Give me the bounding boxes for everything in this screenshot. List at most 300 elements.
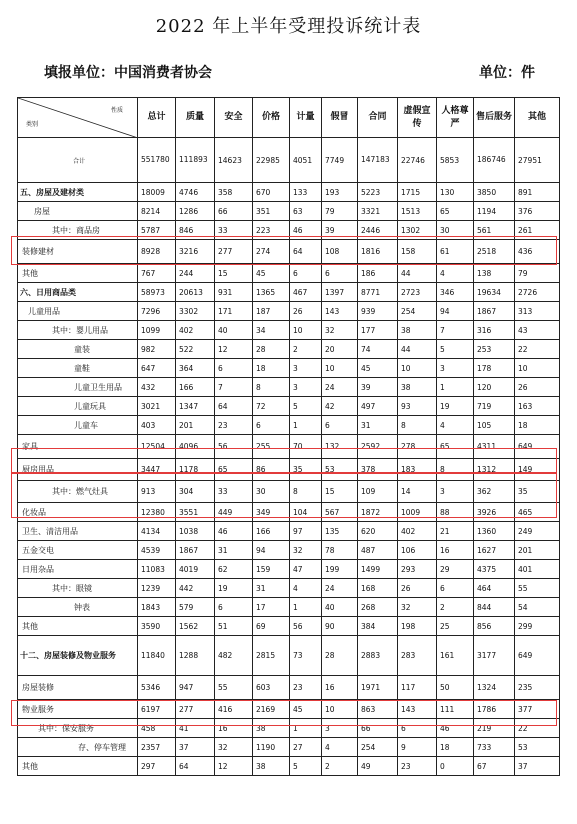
value-cell: 26 xyxy=(515,378,560,397)
value-cell: 53 xyxy=(515,738,560,757)
value-cell: 65 xyxy=(437,435,474,459)
value-cell: 913 xyxy=(138,481,176,503)
category-label: 物业服务 xyxy=(18,700,138,719)
value-cell: 86 xyxy=(253,459,290,481)
value-cell: 2 xyxy=(322,757,358,776)
value-cell: 3 xyxy=(322,719,358,738)
value-cell: 16 xyxy=(437,541,474,560)
value-cell: 283 xyxy=(398,636,437,676)
value-cell: 177 xyxy=(358,321,398,340)
value-cell: 3850 xyxy=(474,183,515,202)
value-cell: 2446 xyxy=(358,221,398,240)
value-cell: 522 xyxy=(176,340,215,359)
category-label: 装修建材 xyxy=(18,240,138,264)
value-cell: 297 xyxy=(138,757,176,776)
value-cell: 402 xyxy=(176,321,215,340)
value-cell: 8 xyxy=(290,481,322,503)
value-cell: 1365 xyxy=(253,283,290,302)
value-cell: 1347 xyxy=(176,397,215,416)
value-cell: 5787 xyxy=(138,221,176,240)
corner-label-nature: 性质 xyxy=(110,107,123,114)
category-label: 五金交电 xyxy=(18,541,138,560)
value-cell: 138 xyxy=(474,264,515,283)
value-cell: 6 xyxy=(322,264,358,283)
value-cell: 105 xyxy=(474,416,515,435)
value-cell: 7749 xyxy=(322,138,358,183)
value-cell: 163 xyxy=(515,397,560,416)
value-cell: 17 xyxy=(253,598,290,617)
value-cell: 20 xyxy=(322,340,358,359)
value-cell: 1867 xyxy=(176,541,215,560)
value-cell: 178 xyxy=(474,359,515,378)
value-cell: 4539 xyxy=(138,541,176,560)
value-cell: 32 xyxy=(322,321,358,340)
value-cell: 1499 xyxy=(358,560,398,579)
value-cell: 186 xyxy=(358,264,398,283)
value-cell: 1397 xyxy=(322,283,358,302)
value-cell: 8 xyxy=(398,416,437,435)
category-label: 化妆品 xyxy=(18,503,138,522)
category-label: 卫生、清洁用品 xyxy=(18,522,138,541)
highlight-box-kitchen xyxy=(11,472,557,518)
table-row xyxy=(18,738,560,757)
table-row xyxy=(18,283,560,302)
value-cell: 93 xyxy=(398,397,437,416)
category-label: 儿童用品 xyxy=(18,302,138,321)
value-cell: 384 xyxy=(358,617,398,636)
value-cell: 34 xyxy=(253,321,290,340)
value-cell: 161 xyxy=(437,636,474,676)
category-label: 厨房用品 xyxy=(18,459,138,481)
value-cell: 2726 xyxy=(515,283,560,302)
value-cell: 2518 xyxy=(474,240,515,264)
value-cell: 378 xyxy=(358,459,398,481)
value-cell: 27 xyxy=(290,738,322,757)
value-cell: 255 xyxy=(253,435,290,459)
value-cell: 551780 xyxy=(138,138,176,183)
value-cell: 27951 xyxy=(515,138,560,183)
category-label: 其中：保安服务 xyxy=(18,719,138,738)
value-cell: 159 xyxy=(253,560,290,579)
value-cell: 32 xyxy=(215,738,253,757)
category-label: 钟表 xyxy=(18,598,138,617)
value-cell: 3551 xyxy=(176,503,215,522)
value-cell: 458 xyxy=(138,719,176,738)
value-cell: 41 xyxy=(176,719,215,738)
col-header-quality: 质量 xyxy=(176,98,215,138)
value-cell: 62 xyxy=(215,560,253,579)
value-cell: 1360 xyxy=(474,522,515,541)
value-cell: 74 xyxy=(358,340,398,359)
table-row xyxy=(18,522,560,541)
value-cell: 7 xyxy=(215,378,253,397)
value-cell: 235 xyxy=(515,676,560,700)
value-cell: 2592 xyxy=(358,435,398,459)
complaint-statistics-table xyxy=(17,97,560,776)
value-cell: 376 xyxy=(515,202,560,221)
value-cell: 6 xyxy=(253,416,290,435)
value-cell: 33 xyxy=(215,481,253,503)
value-cell: 23 xyxy=(398,757,437,776)
value-cell: 12 xyxy=(215,757,253,776)
value-cell: 72 xyxy=(253,397,290,416)
value-cell: 8928 xyxy=(138,240,176,264)
table-row xyxy=(18,397,560,416)
value-cell: 8771 xyxy=(358,283,398,302)
value-cell: 32 xyxy=(398,598,437,617)
value-cell: 38 xyxy=(398,321,437,340)
value-cell: 22 xyxy=(515,340,560,359)
value-cell: 579 xyxy=(176,598,215,617)
value-cell: 12504 xyxy=(138,435,176,459)
value-cell: 46 xyxy=(437,719,474,738)
value-cell: 377 xyxy=(515,700,560,719)
value-cell: 53 xyxy=(322,459,358,481)
unit-label: 单位：件 xyxy=(479,65,535,81)
table-row xyxy=(18,541,560,560)
value-cell: 567 xyxy=(322,503,358,522)
value-cell: 6197 xyxy=(138,700,176,719)
value-cell: 18 xyxy=(437,738,474,757)
value-cell: 97 xyxy=(290,522,322,541)
value-cell: 67 xyxy=(474,757,515,776)
value-cell: 22 xyxy=(515,719,560,738)
value-cell: 18 xyxy=(253,359,290,378)
value-cell: 183 xyxy=(398,459,437,481)
category-label: 房屋 xyxy=(18,202,138,221)
value-cell: 23 xyxy=(215,416,253,435)
value-cell: 6 xyxy=(322,416,358,435)
value-cell: 31 xyxy=(253,579,290,598)
value-cell: 55 xyxy=(515,579,560,598)
value-cell: 12380 xyxy=(138,503,176,522)
value-cell: 1302 xyxy=(398,221,437,240)
col-header-false-advertising: 虚假宣传 xyxy=(398,98,437,138)
value-cell: 201 xyxy=(515,541,560,560)
value-cell: 1872 xyxy=(358,503,398,522)
value-cell: 1038 xyxy=(176,522,215,541)
value-cell: 767 xyxy=(138,264,176,283)
value-cell: 3 xyxy=(437,481,474,503)
value-cell: 130 xyxy=(437,183,474,202)
value-cell: 9 xyxy=(398,738,437,757)
header-corner xyxy=(18,98,138,138)
category-label: 儿童玩具 xyxy=(18,397,138,416)
value-cell: 10 xyxy=(515,359,560,378)
value-cell: 117 xyxy=(398,676,437,700)
value-cell: 22985 xyxy=(253,138,290,183)
value-cell: 10 xyxy=(398,359,437,378)
category-label: 六、日用商品类 xyxy=(18,283,138,302)
value-cell: 4 xyxy=(322,738,358,757)
table-row xyxy=(18,560,560,579)
table-row xyxy=(18,359,560,378)
value-cell: 863 xyxy=(358,700,398,719)
col-header-after-sales: 售后服务 xyxy=(474,98,515,138)
category-label: 其他 xyxy=(18,617,138,636)
value-cell: 1816 xyxy=(358,240,398,264)
value-cell: 313 xyxy=(515,302,560,321)
value-cell: 51 xyxy=(215,617,253,636)
value-cell: 1009 xyxy=(398,503,437,522)
value-cell: 64 xyxy=(290,240,322,264)
value-cell: 647 xyxy=(138,359,176,378)
value-cell: 401 xyxy=(515,560,560,579)
value-cell: 4311 xyxy=(474,435,515,459)
header-row xyxy=(18,98,560,138)
value-cell: 43 xyxy=(515,321,560,340)
value-cell: 6 xyxy=(398,719,437,738)
value-cell: 187 xyxy=(253,302,290,321)
value-cell: 33 xyxy=(215,221,253,240)
value-cell: 733 xyxy=(474,738,515,757)
value-cell: 403 xyxy=(138,416,176,435)
value-cell: 10 xyxy=(290,321,322,340)
value-cell: 223 xyxy=(253,221,290,240)
table-row xyxy=(18,617,560,636)
value-cell: 10 xyxy=(322,700,358,719)
value-cell: 362 xyxy=(474,481,515,503)
value-cell: 670 xyxy=(253,183,290,202)
value-cell: 18 xyxy=(515,416,560,435)
value-cell: 856 xyxy=(474,617,515,636)
value-cell: 1 xyxy=(437,378,474,397)
value-cell: 1715 xyxy=(398,183,437,202)
value-cell: 39 xyxy=(358,378,398,397)
value-cell: 111893 xyxy=(176,138,215,183)
value-cell: 277 xyxy=(176,700,215,719)
table-row xyxy=(18,264,560,283)
value-cell: 19 xyxy=(215,579,253,598)
value-cell: 15 xyxy=(215,264,253,283)
value-cell: 4134 xyxy=(138,522,176,541)
value-cell: 19634 xyxy=(474,283,515,302)
value-cell: 293 xyxy=(398,560,437,579)
page-title: 2022 年上半年受理投诉统计表 xyxy=(155,16,422,37)
value-cell: 94 xyxy=(253,541,290,560)
value-cell: 719 xyxy=(474,397,515,416)
value-cell: 416 xyxy=(215,700,253,719)
category-label: 存、停车管理 xyxy=(18,738,138,757)
value-cell: 6 xyxy=(290,264,322,283)
value-cell: 620 xyxy=(358,522,398,541)
value-cell: 42 xyxy=(322,397,358,416)
table-row xyxy=(18,340,560,359)
value-cell: 198 xyxy=(398,617,437,636)
value-cell: 69 xyxy=(253,617,290,636)
value-cell: 38 xyxy=(398,378,437,397)
value-cell: 199 xyxy=(322,560,358,579)
value-cell: 39 xyxy=(322,221,358,240)
value-cell: 16 xyxy=(215,719,253,738)
value-cell: 47 xyxy=(290,560,322,579)
value-cell: 1099 xyxy=(138,321,176,340)
table-row xyxy=(18,598,560,617)
value-cell: 3216 xyxy=(176,240,215,264)
value-cell: 14 xyxy=(398,481,437,503)
value-cell: 891 xyxy=(515,183,560,202)
value-cell: 364 xyxy=(176,359,215,378)
value-cell: 3926 xyxy=(474,503,515,522)
value-cell: 21 xyxy=(437,522,474,541)
value-cell: 649 xyxy=(515,636,560,676)
category-label: 合计 xyxy=(18,138,138,183)
value-cell: 1286 xyxy=(176,202,215,221)
value-cell: 6 xyxy=(215,359,253,378)
value-cell: 449 xyxy=(215,503,253,522)
value-cell: 7296 xyxy=(138,302,176,321)
value-cell: 5346 xyxy=(138,676,176,700)
value-cell: 2 xyxy=(290,340,322,359)
value-cell: 299 xyxy=(515,617,560,636)
value-cell: 254 xyxy=(358,738,398,757)
value-cell: 46 xyxy=(290,221,322,240)
value-cell: 186746 xyxy=(474,138,515,183)
table-row xyxy=(18,416,560,435)
value-cell: 70 xyxy=(290,435,322,459)
value-cell: 58973 xyxy=(138,283,176,302)
value-cell: 46 xyxy=(215,522,253,541)
value-cell: 31 xyxy=(358,416,398,435)
category-label: 其中：婴儿用品 xyxy=(18,321,138,340)
value-cell: 104 xyxy=(290,503,322,522)
value-cell: 2815 xyxy=(253,636,290,676)
value-cell: 50 xyxy=(437,676,474,700)
category-label: 家具 xyxy=(18,435,138,459)
value-cell: 30 xyxy=(253,481,290,503)
value-cell: 28 xyxy=(322,636,358,676)
value-cell: 467 xyxy=(290,283,322,302)
value-cell: 63 xyxy=(290,202,322,221)
value-cell: 55 xyxy=(215,676,253,700)
value-cell: 5 xyxy=(290,757,322,776)
value-cell: 1513 xyxy=(398,202,437,221)
value-cell: 6 xyxy=(437,579,474,598)
value-cell: 1178 xyxy=(176,459,215,481)
value-cell: 22746 xyxy=(398,138,437,183)
value-cell: 1867 xyxy=(474,302,515,321)
value-cell: 166 xyxy=(253,522,290,541)
value-cell: 6 xyxy=(215,598,253,617)
value-cell: 1 xyxy=(290,598,322,617)
value-cell: 3021 xyxy=(138,397,176,416)
value-cell: 45 xyxy=(253,264,290,283)
value-cell: 436 xyxy=(515,240,560,264)
value-cell: 3302 xyxy=(176,302,215,321)
category-label: 童鞋 xyxy=(18,359,138,378)
value-cell: 268 xyxy=(358,598,398,617)
value-cell: 4096 xyxy=(176,435,215,459)
value-cell: 12 xyxy=(215,340,253,359)
value-cell: 1627 xyxy=(474,541,515,560)
value-cell: 35 xyxy=(290,459,322,481)
value-cell: 442 xyxy=(176,579,215,598)
value-cell: 3447 xyxy=(138,459,176,481)
value-cell: 79 xyxy=(322,202,358,221)
value-cell: 94 xyxy=(437,302,474,321)
table-row xyxy=(18,138,560,183)
value-cell: 56 xyxy=(290,617,322,636)
value-cell: 20613 xyxy=(176,283,215,302)
value-cell: 846 xyxy=(176,221,215,240)
value-cell: 2357 xyxy=(138,738,176,757)
value-cell: 931 xyxy=(215,283,253,302)
value-cell: 482 xyxy=(215,636,253,676)
category-label: 十二、房屋装修及物业服务 xyxy=(18,636,138,676)
value-cell: 10 xyxy=(322,359,358,378)
value-cell: 11840 xyxy=(138,636,176,676)
value-cell: 149 xyxy=(515,459,560,481)
value-cell: 3 xyxy=(437,359,474,378)
value-cell: 35 xyxy=(515,481,560,503)
value-cell: 649 xyxy=(515,435,560,459)
value-cell: 0 xyxy=(437,757,474,776)
value-cell: 5 xyxy=(437,340,474,359)
value-cell: 1194 xyxy=(474,202,515,221)
value-cell: 18009 xyxy=(138,183,176,202)
value-cell: 3 xyxy=(290,359,322,378)
value-cell: 28 xyxy=(253,340,290,359)
value-cell: 1324 xyxy=(474,676,515,700)
value-cell: 402 xyxy=(398,522,437,541)
value-cell: 844 xyxy=(474,598,515,617)
value-cell: 106 xyxy=(398,541,437,560)
value-cell: 79 xyxy=(515,264,560,283)
value-cell: 249 xyxy=(515,522,560,541)
value-cell: 939 xyxy=(358,302,398,321)
value-cell: 346 xyxy=(437,283,474,302)
table-row xyxy=(18,757,560,776)
value-cell: 2883 xyxy=(358,636,398,676)
value-cell: 64 xyxy=(176,757,215,776)
table-row xyxy=(18,676,560,700)
value-cell: 464 xyxy=(474,579,515,598)
value-cell: 31 xyxy=(215,541,253,560)
value-cell: 64 xyxy=(215,397,253,416)
value-cell: 1288 xyxy=(176,636,215,676)
highlight-box-home-renovation xyxy=(11,700,557,726)
value-cell: 37 xyxy=(176,738,215,757)
value-cell: 66 xyxy=(358,719,398,738)
value-cell: 1239 xyxy=(138,579,176,598)
value-cell: 120 xyxy=(474,378,515,397)
value-cell: 1 xyxy=(290,719,322,738)
value-cell: 171 xyxy=(215,302,253,321)
value-cell: 304 xyxy=(176,481,215,503)
value-cell: 1562 xyxy=(176,617,215,636)
value-cell: 143 xyxy=(322,302,358,321)
value-cell: 465 xyxy=(515,503,560,522)
value-cell: 947 xyxy=(176,676,215,700)
value-cell: 4 xyxy=(437,264,474,283)
value-cell: 90 xyxy=(322,617,358,636)
value-cell: 3321 xyxy=(358,202,398,221)
value-cell: 316 xyxy=(474,321,515,340)
value-cell: 8 xyxy=(437,459,474,481)
table-row xyxy=(18,579,560,598)
value-cell: 278 xyxy=(398,435,437,459)
value-cell: 2169 xyxy=(253,700,290,719)
value-cell: 1 xyxy=(290,416,322,435)
category-label: 儿童车 xyxy=(18,416,138,435)
value-cell: 108 xyxy=(322,240,358,264)
value-cell: 254 xyxy=(398,302,437,321)
value-cell: 32 xyxy=(290,541,322,560)
value-cell: 49 xyxy=(358,757,398,776)
value-cell: 132 xyxy=(322,435,358,459)
highlight-box-decoration-materials xyxy=(11,236,557,265)
value-cell: 3177 xyxy=(474,636,515,676)
